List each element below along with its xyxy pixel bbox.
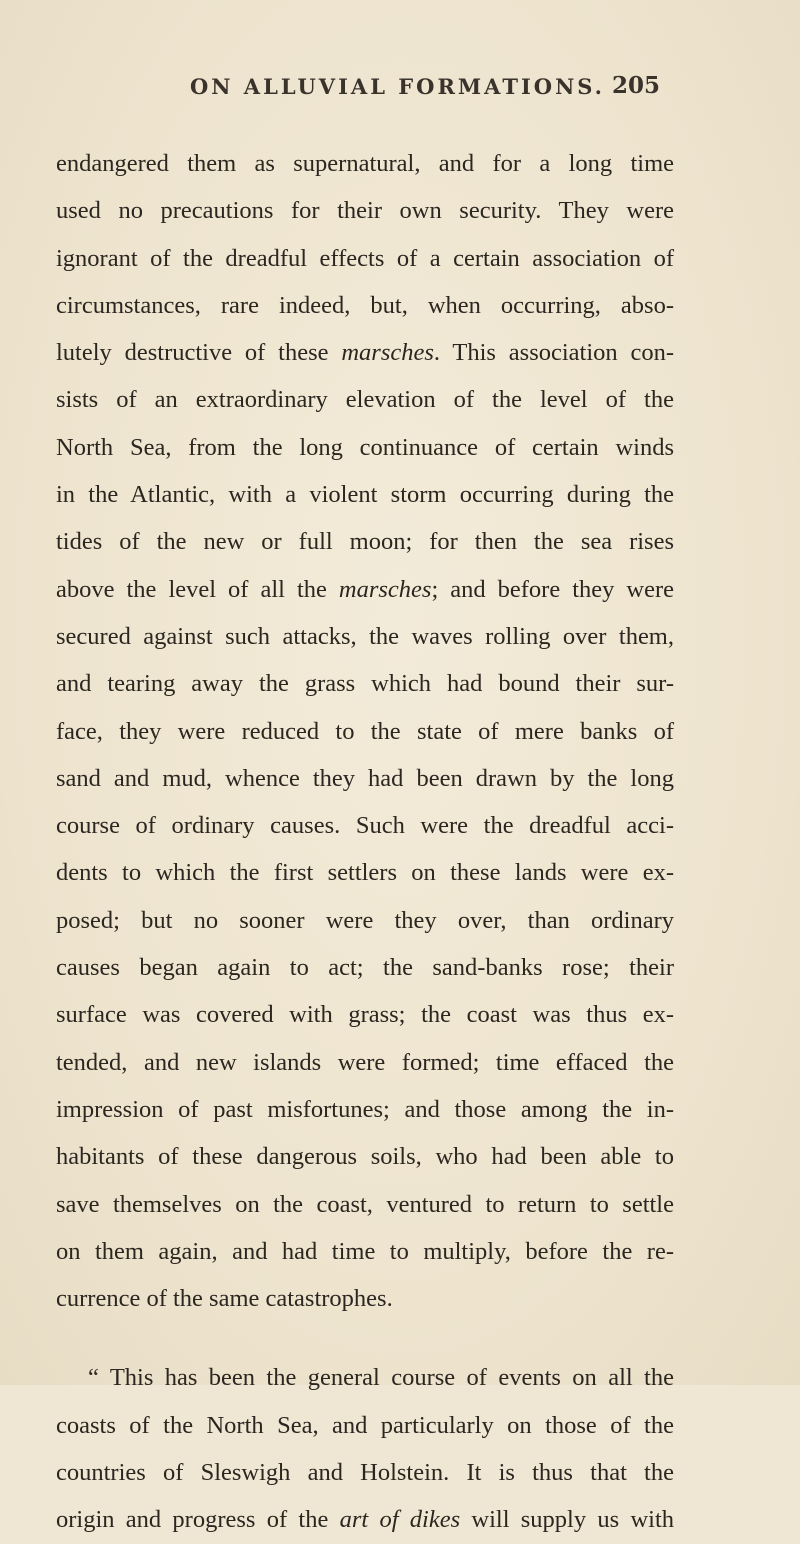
text-line: North Sea, from the long continuance of certain winds (56, 433, 674, 461)
text-line: tended, and new islands were formed; time effaced the (56, 1048, 674, 1076)
text-line: circumstances, rare indeed, but, when occurring, abso- (56, 291, 674, 319)
text-line: posed; but no sooner were they over, than ordinary (56, 906, 674, 934)
page-number: 205 (612, 72, 661, 99)
text-line: above the level of all the marsches; and before they were (56, 575, 675, 603)
body-text (56, 140, 674, 1544)
text-line: and tearing away the grass which had bound their sur- (56, 670, 674, 698)
text-line: sand and mud, whence they had been drawn by the long (56, 764, 674, 792)
text-line: currence of the same catastrophes. (56, 1285, 393, 1313)
text-line: habitants of these dangerous soils, who had been able to (56, 1143, 674, 1171)
running-title: ON ALLUVIAL FORMATIONS. (190, 74, 605, 99)
text-line: used no precautions for their own security. They were (56, 197, 674, 225)
text-line: in the Atlantic, with a violent storm occurring during the (56, 481, 674, 509)
text-line: causes began again to act; the sand-banks rose; their (56, 954, 674, 982)
text-line: sists of an extraordinary elevation of the level of the (56, 386, 674, 414)
text-line: ignorant of the dreadful effects of a certain association of (56, 244, 674, 272)
text-line: coasts of the North Sea, and particularly on those of the (56, 1411, 674, 1439)
paragraph-gap (56, 1322, 674, 1354)
paragraph-2 (56, 1354, 674, 1543)
text-line: “ This has been the general course of events on all the (88, 1364, 674, 1392)
text-line: dents to which the first settlers on these lands were ex- (56, 859, 674, 887)
text-line: face, they were reduced to the state of mere banks of (56, 717, 674, 745)
text-line: endangered them as supernatural, and for a long time (56, 150, 674, 177)
text-line: surface was covered with grass; the coast was thus ex- (56, 1001, 674, 1029)
text-line: course of ordinary causes. Such were the dreadful acci- (56, 812, 674, 840)
text-line: lutely destructive of these marsches. This association con- (56, 339, 675, 367)
text-line: impression of past misfortunes; and those among the in- (56, 1095, 674, 1123)
text-line: on them again, and had time to multiply, before the re- (56, 1237, 674, 1265)
text-line: secured against such attacks, the waves rolling over them, (56, 622, 674, 650)
page-header (0, 74, 800, 114)
text-line: countries of Sleswigh and Holstein. It is thus that the (56, 1459, 674, 1487)
text-line: save themselves on the coast, ventured to return to settle (56, 1190, 674, 1218)
paragraph-1 (56, 140, 674, 1322)
text-line: origin and progress of the art of dikes will supply us with (56, 1506, 674, 1534)
text-line: tides of the new or full moon; for then the sea rises (56, 528, 674, 556)
